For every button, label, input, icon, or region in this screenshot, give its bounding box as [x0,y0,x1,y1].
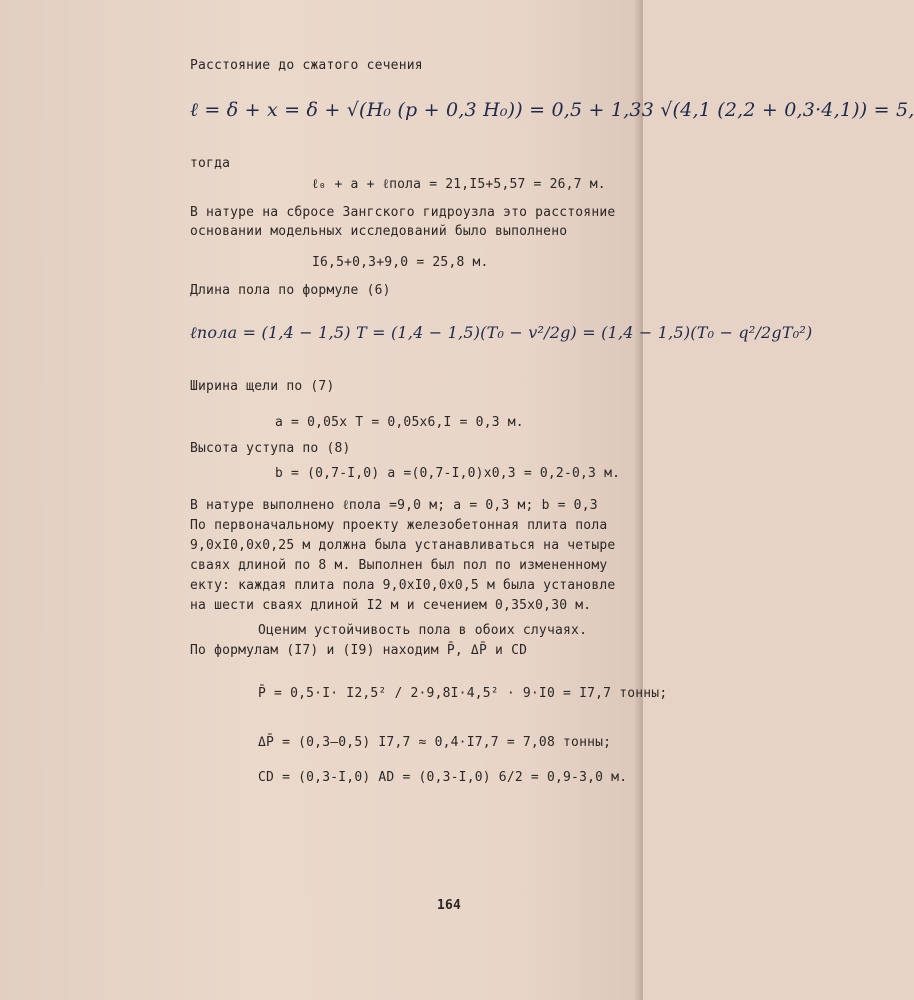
text-line: В натуре на сбросе Зангского гидроузла это расстояние [190,205,616,220]
formula-distance: ℓ = δ + x = δ + √(H₀ (p + 0,3 H₀)) = 0,5 + 1,33 √(4,1 (2,2 + 0,3·4,1)) = 5, [190,99,914,121]
text-line: на шести сваях длиной I2 м и сечением 0,35x0,30 м. [190,598,592,613]
text-line-floor-length: Длина пола по формуле (6) [190,283,391,298]
text-line: екту: каждая плита пола 9,0xI0,0x0,5 м была установле [190,578,616,593]
text-line: 9,0xI0,0x0,25 м должна была устанавливаться на четыре [190,538,616,553]
formula-p: P̄ = 0,5·I· I2,5² / 2·9,8I·4,5² · 9·I0 = I7,7 тонны; [258,686,668,701]
text-line: В натуре выполнено ℓпола =9,0 м; a = 0,3 м; b = 0,3 [190,498,598,513]
formula-slot-width: a = 0,05x T = 0,05x6,I = 0,3 м. [275,415,524,430]
formula-floor-length: ℓпола = (1,4 − 1,5) T = (1,4 − 1,5)(T₀ − v²/2g) = (1,4 − 1,5)(T₀ − q²/2gT₀²) [190,323,813,342]
formula-step-height: b = (0,7-I,0) a =(0,7-I,0)x0,3 = 0,2-0,3 м. [275,466,621,481]
text-line: основании модельных исследований было выполнено [190,224,568,239]
formula-model: I6,5+0,3+9,0 = 25,8 м. [312,255,489,270]
formula-cd: CD = (0,3-I,0) AD = (0,3-I,0) 6/2 = 0,9-3,0 м. [258,770,628,785]
text-line-step-height: Высота уступа по (8) [190,441,351,456]
page-number: 164 [437,898,462,913]
text-line-heading-distance: Расстояние до сжатого сечения [190,58,423,73]
text-line-stability: Оценим устойчивость пола в обоих случаях. [258,623,588,638]
page-edge-shadow [635,0,643,1000]
text-line: По формулам (I7) и (I9) находим P̄, ΔP̄ и CD [190,643,528,658]
text-line: сваях длиной по 8 м. Выполнен был пол по измененному [190,558,608,573]
text-line-then: тогда [190,156,231,171]
text-line: По первоначальному проекту железобетонная плита пола [190,518,608,533]
text-line-slot-width: Ширина щели по (7) [190,379,335,394]
formula-sum: ℓ₀ + a + ℓпола = 21,I5+5,57 = 26,7 м. [312,177,606,192]
formula-delta-p: ΔP̄ = (0,3–0,5) I7,7 ≈ 0,4·I7,7 = 7,08 тонны; [258,735,612,750]
